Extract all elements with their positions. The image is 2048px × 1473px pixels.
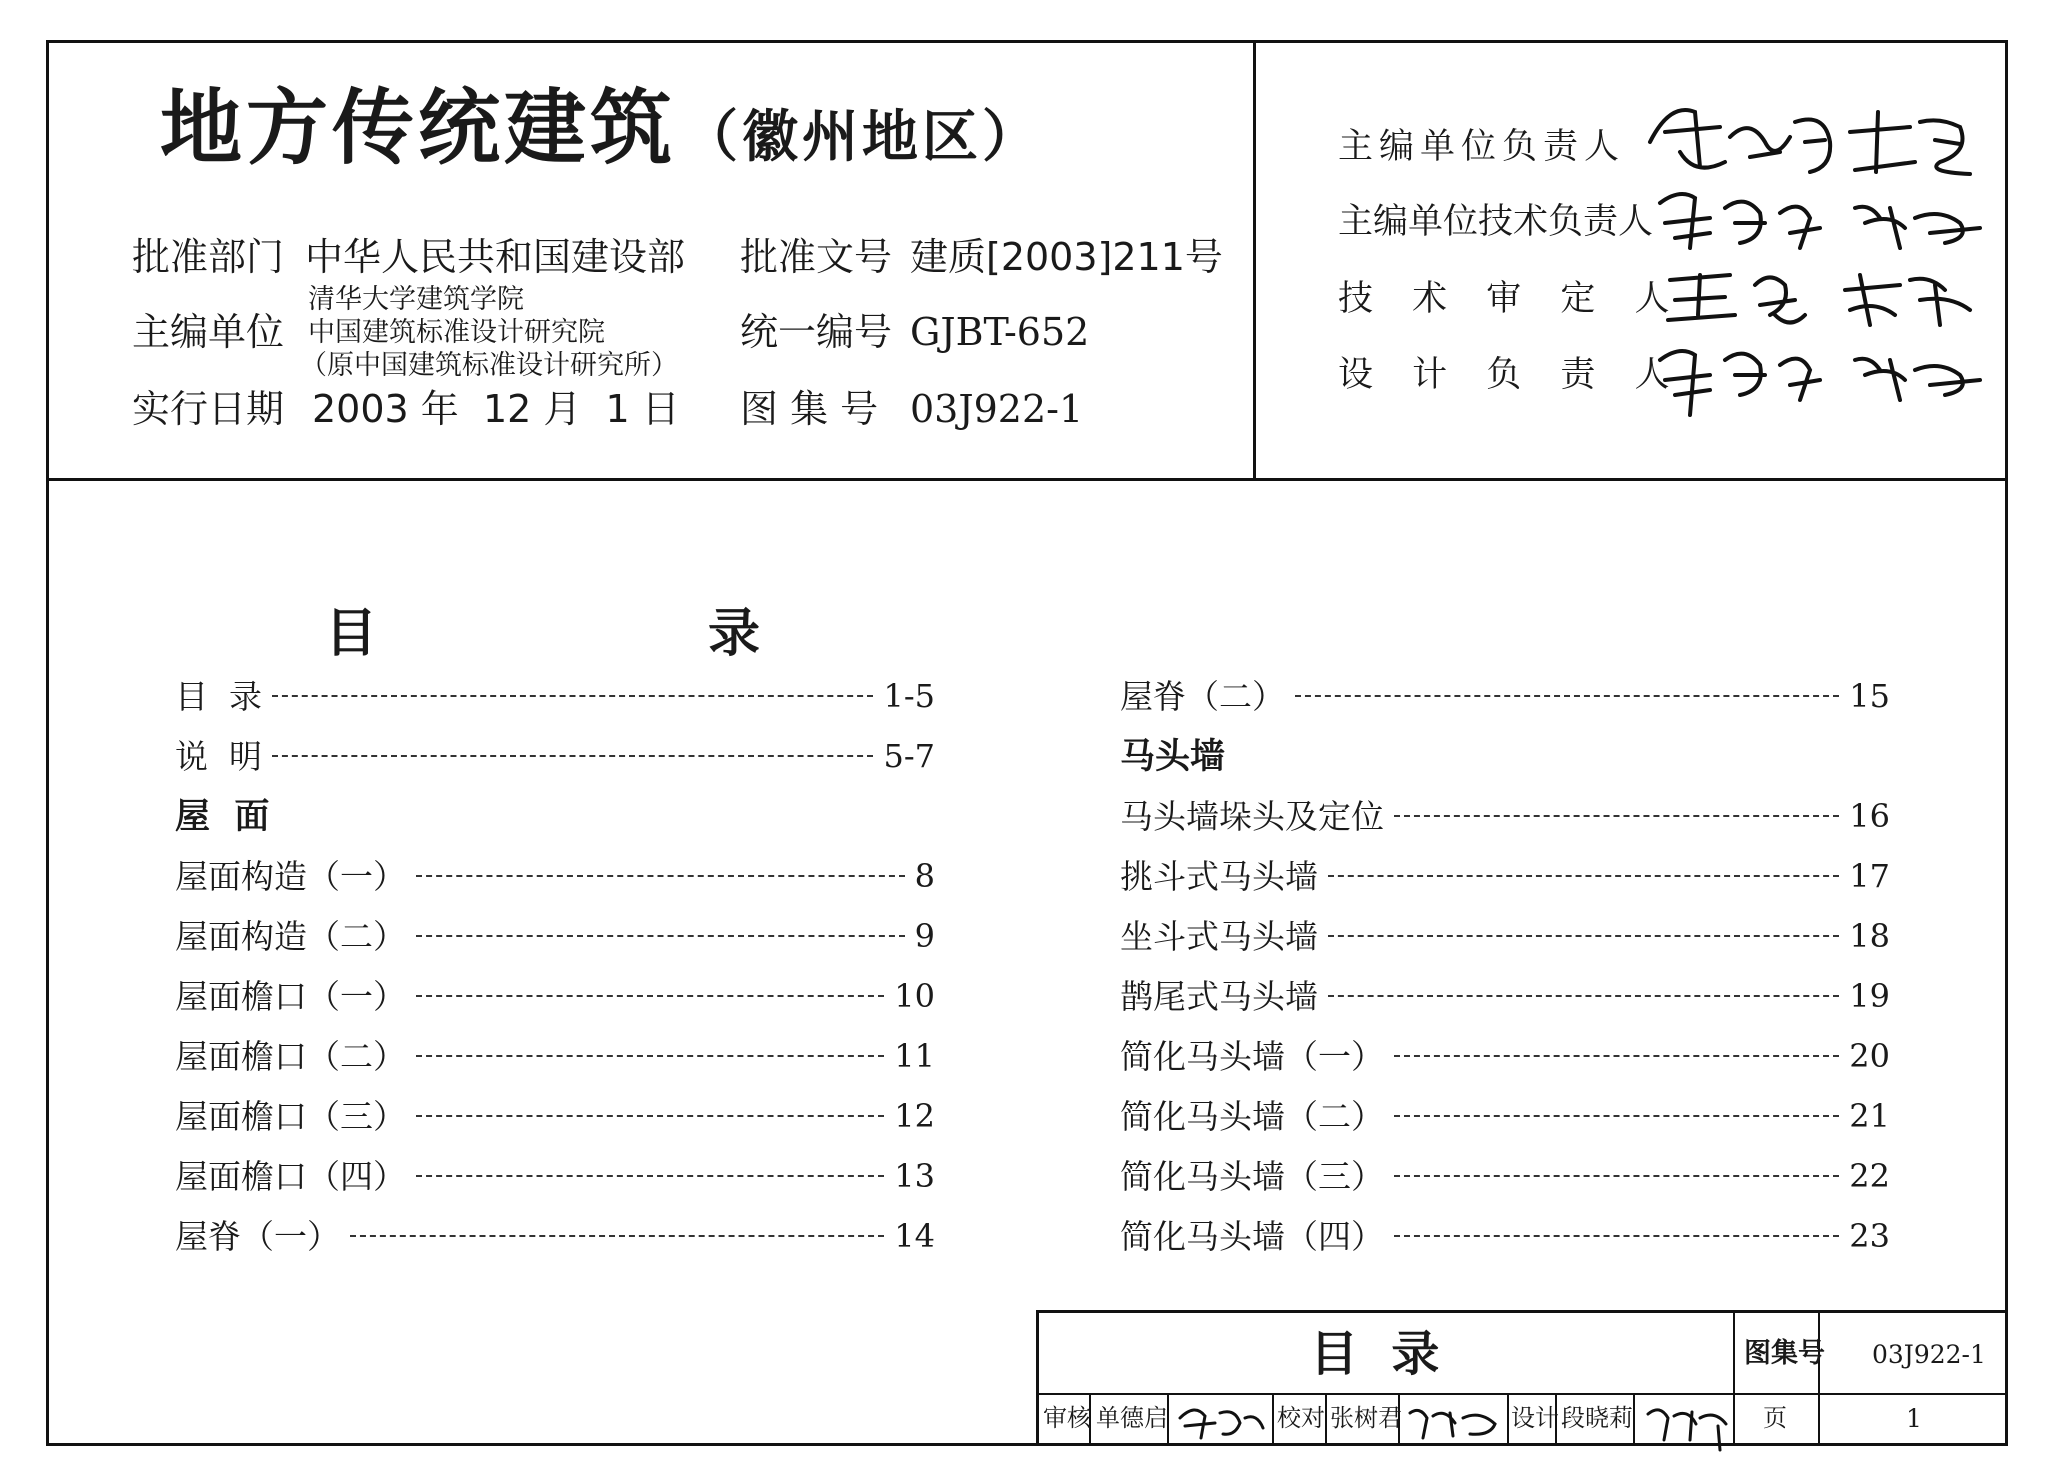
signature-panel-divider: [1253, 40, 1256, 480]
toc-entry: [175, 736, 935, 776]
title-block-row-divider: [1036, 1393, 2008, 1395]
toc-entry-page: 19: [1849, 977, 1890, 1015]
toc-leader: [1394, 815, 1839, 817]
sig-label-design-lead: 设 计 负 责 人: [1338, 355, 1684, 395]
toc-entry-page: 20: [1849, 1037, 1890, 1075]
toc-entry-page: 11: [894, 1037, 935, 1075]
approval-doc-value: 建质[2003]211号: [910, 235, 1223, 279]
toc-entry: [1120, 796, 1890, 836]
toc-entry-label: 简化马头墙（二）: [1120, 1096, 1384, 1136]
toc-entry-label: 屋面檐口（四）: [175, 1156, 406, 1196]
reviewer-signature-image: [1175, 1398, 1267, 1442]
toc-entry-page: 15: [1849, 677, 1890, 715]
toc-entry: [175, 1036, 935, 1076]
effective-date-label: 实行日期: [132, 387, 285, 431]
toc-heading-right: 录: [708, 604, 761, 664]
toc-entry-label: 坐斗式马头墙: [1120, 916, 1318, 956]
title-block-page-label: 页: [1763, 1404, 1787, 1432]
title-block-checker-label: 校对: [1277, 1404, 1325, 1432]
toc-leader: [416, 1175, 884, 1177]
header-divider: [46, 478, 2008, 481]
signature-chief-unit-image: [1640, 82, 1990, 192]
toc-leader: [1394, 1235, 1839, 1237]
title-block-col-divider: [1733, 1310, 1735, 1446]
toc-leader: [1328, 875, 1839, 877]
title-block-atlas-value: 03J922-1: [1872, 1340, 1986, 1369]
toc-entry-label: 屋脊（一）: [175, 1216, 340, 1256]
toc-entry-label: 马头墙垛头及定位: [1120, 796, 1384, 836]
editor-line-2: 中国建筑标准设计研究院: [308, 317, 605, 348]
toc-entry: [1120, 1096, 1890, 1136]
toc-entry-page: 21: [1849, 1097, 1890, 1135]
toc-leader: [1328, 995, 1839, 997]
sig-label-chief-tech: 主编单位技术负责人: [1338, 202, 1654, 242]
toc-entry: [1120, 856, 1890, 896]
toc-leader: [1295, 695, 1839, 697]
toc-leader: [1394, 1115, 1839, 1117]
designer-signature-image: [1640, 1396, 1730, 1452]
toc-leader: [416, 935, 905, 937]
unified-no-value: GJBT-652: [910, 310, 1090, 354]
toc-leader: [1394, 1055, 1839, 1057]
toc-leader: [272, 755, 873, 757]
toc-leader: [1328, 935, 1839, 937]
checker-signature-image: [1405, 1398, 1503, 1442]
toc-entry: [175, 676, 935, 716]
toc-entry-label: 说 明: [175, 736, 262, 776]
title-block-checker-name: 张树君: [1330, 1404, 1402, 1432]
sig-label-tech-reviewer: 技 术 审 定 人: [1338, 279, 1684, 319]
toc-entry-label: 简化马头墙（一）: [1120, 1036, 1384, 1076]
toc-entry: [1120, 916, 1890, 956]
atlas-no-value: 03J922-1: [910, 387, 1084, 431]
toc-entry-label: 屋面构造（二）: [175, 916, 406, 956]
toc-entry-label: 屋脊（二）: [1120, 676, 1285, 716]
toc-entry-label: 屋面构造（一）: [175, 856, 406, 896]
toc-entry-label: 屋面檐口（二）: [175, 1036, 406, 1076]
toc-entry-page: 18: [1849, 917, 1890, 955]
toc-entry-page: 8: [914, 857, 935, 895]
title-block-cell-divider: [1633, 1393, 1635, 1446]
toc-leader: [416, 1115, 884, 1117]
title-block-designer-label: 设计: [1511, 1404, 1559, 1432]
effective-date-value: 2003 年 12 月 1 日: [312, 387, 680, 431]
toc-entry-page: 12: [894, 1097, 935, 1135]
toc-entry: [175, 1216, 935, 1256]
toc-entry: [1120, 1036, 1890, 1076]
toc-leader: [416, 1055, 884, 1057]
title-block-designer-name: 段晓莉: [1561, 1404, 1633, 1432]
toc-entry: [175, 1096, 935, 1136]
toc-entry-label: 屋面檐口（三）: [175, 1096, 406, 1136]
toc-entry-page: 13: [894, 1157, 935, 1195]
toc-entry-label: 简化马头墙（三）: [1120, 1156, 1384, 1196]
toc-entry: [175, 916, 935, 956]
toc-entry: [1120, 1216, 1890, 1256]
signature-design-lead-image: [1650, 330, 1990, 420]
unified-no-label: 统一编号: [740, 310, 893, 354]
editor-line-3: （原中国建筑标准设计研究所）: [300, 350, 678, 381]
toc-entry-label: 鹊尾式马头墙: [1120, 976, 1318, 1016]
title-block-cell-divider: [1272, 1393, 1274, 1446]
toc-entry-page: 10: [894, 977, 935, 1015]
toc-leader: [416, 875, 905, 877]
toc-entry: [175, 856, 935, 896]
title-block-col-divider: [1818, 1310, 1820, 1446]
toc-entry-label: 简化马头墙（四）: [1120, 1216, 1384, 1256]
signature-chief-tech-image: [1650, 178, 1990, 258]
toc-section-roof: 屋 面: [175, 797, 270, 837]
approval-doc-label: 批准文号: [740, 235, 893, 279]
atlas-no-label: 图 集 号: [740, 387, 879, 431]
toc-entry-page: 5-7: [883, 737, 935, 775]
title-text: 地方传统建筑: [160, 81, 677, 176]
toc-entry-label: 目 录: [175, 676, 262, 716]
approval-dept-value: 中华人民共和国建设部: [305, 235, 686, 279]
signature-tech-reviewer-image: [1660, 255, 1990, 335]
toc-entry-page: 16: [1849, 797, 1890, 835]
title-subtitle: （徽州地区）: [682, 105, 1043, 170]
title-block-atlas-label: 图集号: [1744, 1338, 1825, 1369]
toc-leader: [1394, 1175, 1839, 1177]
editor-line-1: 清华大学建筑学院: [308, 284, 524, 315]
toc-entry: [175, 1156, 935, 1196]
title-block-sheet-title: 目 录: [1310, 1326, 1440, 1382]
toc-leader: [272, 695, 873, 697]
toc-entry: [175, 976, 935, 1016]
editor-label: 主编单位: [132, 310, 285, 354]
toc-section-horse-head-wall: 马头墙: [1120, 737, 1226, 777]
approval-dept-label: 批准部门: [132, 235, 285, 279]
toc-entry-page: 23: [1849, 1217, 1890, 1255]
toc-entry: [1120, 976, 1890, 1016]
title-block-cell-divider: [1507, 1393, 1509, 1446]
sig-label-chief-unit: 主编单位负责人: [1338, 127, 1626, 167]
title-block-page-value: 1: [1906, 1404, 1922, 1433]
title-block-reviewer-label: 审核: [1043, 1404, 1091, 1432]
document-title: [160, 81, 1043, 176]
toc-heading-left: 目: [325, 604, 378, 664]
title-block-reviewer-name: 单德启: [1096, 1404, 1168, 1432]
toc-leader: [416, 995, 884, 997]
toc-entry-label: 挑斗式马头墙: [1120, 856, 1318, 896]
toc-leader: [350, 1235, 884, 1237]
toc-entry-label: 屋面檐口（一）: [175, 976, 406, 1016]
toc-entry: [1120, 676, 1890, 716]
toc-entry-page: 22: [1849, 1157, 1890, 1195]
toc-entry: [1120, 1156, 1890, 1196]
toc-entry-page: 14: [894, 1217, 935, 1255]
toc-entry-page: 17: [1849, 857, 1890, 895]
toc-entry-page: 9: [914, 917, 935, 955]
title-block-cell-divider: [1325, 1393, 1327, 1446]
toc-entry-page: 1-5: [883, 677, 935, 715]
